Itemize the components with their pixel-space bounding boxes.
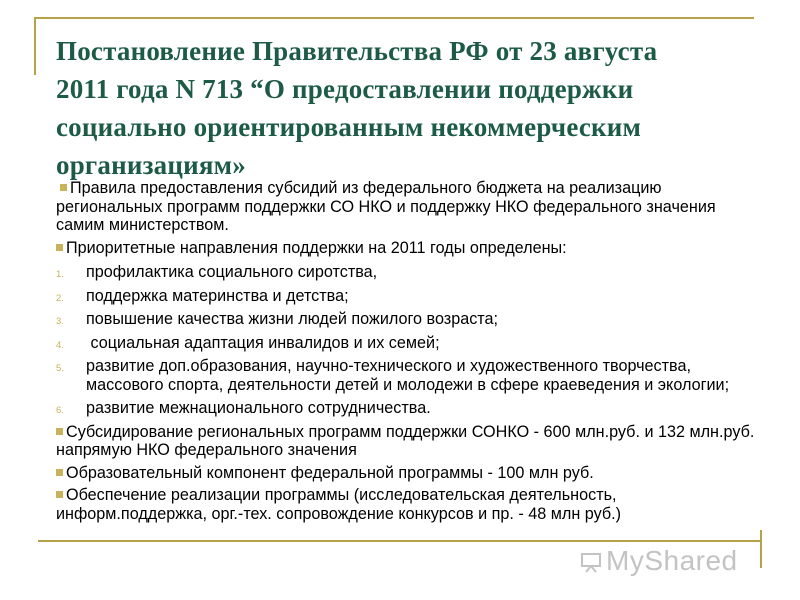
- subsidies-text: Субсидирование региональных программ поддержки СОНКО - 600 млн.руб. и 132 млн.руб. напрямую НКО федерального значения: [56, 422, 755, 459]
- education-text: Образовательный компонент федеральной программы - 100 млн руб.: [66, 463, 594, 482]
- list-item: [56, 357, 756, 394]
- subsidies-paragraph: [56, 423, 756, 460]
- list-number: 3.: [56, 316, 64, 327]
- list-item-text: профилактика социального сиротства,: [86, 263, 378, 281]
- slide-title: [56, 32, 756, 184]
- list-number: 6.: [56, 405, 64, 416]
- list-item-text: повышение качества жизни людей пожилого возраста;: [86, 310, 499, 328]
- list-number: 5.: [56, 363, 64, 374]
- support-text: Обеспечение реализации программы (исследовательская деятельность, информ.поддержка, орг.-тех. сопровождение конкурсов и пр. - 48 млн руб.): [56, 486, 622, 523]
- square-bullet-icon: [56, 428, 63, 435]
- square-bullet-icon: [56, 469, 63, 476]
- education-paragraph: [56, 464, 756, 483]
- priority-heading: [56, 239, 756, 258]
- title-line-2: 2011 года N 713 “О предоставлении поддержки: [56, 74, 634, 104]
- intro-paragraph: [56, 179, 756, 235]
- top-rule: [34, 17, 754, 19]
- priority-heading-text: Приоритетные направления поддержки на 2011 годы определены:: [66, 238, 567, 257]
- support-paragraph: [56, 486, 756, 523]
- list-item-text: социальная адаптация инвалидов и их семей;: [86, 333, 440, 352]
- left-rule: [34, 17, 36, 75]
- title-line-1: Постановление Правительства РФ от 23 августа: [56, 36, 658, 66]
- intro-text: Правила предоставления субсидий из федерального бюджета на реализацию региональных программ поддержки СО НКО и поддержку НКО федерального значения самим министерством.: [56, 179, 716, 234]
- list-item-text: развитие межнационального сотрудничества.: [86, 399, 431, 417]
- list-item-text: поддержка материнства и детства;: [86, 286, 349, 305]
- list-item: [56, 310, 756, 329]
- title-line-4: организациям»: [56, 150, 246, 180]
- square-bullet-icon: [60, 184, 67, 191]
- slide-body: [56, 179, 756, 527]
- title-line-3: социально ориентированным некоммерческим: [56, 112, 642, 142]
- list-item: [56, 263, 756, 282]
- list-item: [56, 399, 756, 418]
- presentation-board-icon: [580, 551, 602, 573]
- square-bullet-icon: [56, 491, 63, 498]
- right-rule: [760, 530, 762, 568]
- list-number: 4.: [56, 339, 64, 351]
- list-item: [56, 334, 756, 353]
- bottom-rule: [38, 540, 762, 542]
- watermark: [580, 545, 738, 577]
- list-item: [56, 287, 756, 306]
- square-bullet-icon: [56, 244, 63, 251]
- list-item-text: развитие доп.образования, научно-технического и художественного творчества, массового спорта, деятельности детей и молодежи в сфере краеведения и экологии;: [86, 357, 730, 394]
- list-number: 2.: [56, 292, 64, 304]
- watermark-text: MyShared: [606, 545, 738, 576]
- list-number: 1.: [56, 269, 64, 280]
